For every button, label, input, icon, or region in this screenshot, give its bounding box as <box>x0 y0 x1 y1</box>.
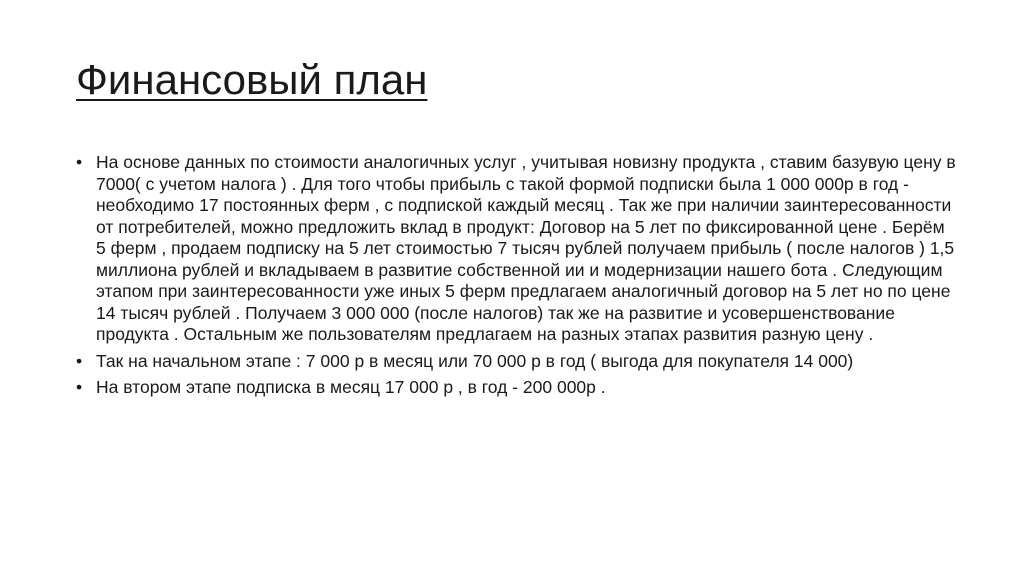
slide-title: Финансовый план <box>76 56 428 103</box>
bullet-icon: • <box>76 350 83 371</box>
bullet-text: На основе данных по стоимости аналогичных услуг , учитывая новизну продукта , ставим базувую цену в 7000( с учетом налога ) . Для того чтобы прибыль с такой формой подписки была 1 000 000р в год - необходимо 17 постоянных ферм , с подпиской каждый месяц . Так же при наличии заинтересованности от потребителей, можно предложить вклад в продукт: Договор на 5 лет по фиксированной цене . Берём 5 ферм , продаем подписку на 5 лет стоимостью 7 тысяч рублей получаем прибыль ( после налогов ) 1,5 миллиона рублей и вкладываем в развитие собственной ии и модернизации нашего бота . Следующим этапом при заинтересованности уже иных 5 ферм предлагаем аналогичный договор на 5 лет но по цене 14 тысяч рублей . Получаем 3 000 000 (после налогов) так же на развитие и усовершенствование продукта . Остальным же пользователям предлагаем на разных этапах развития разную цену . <box>96 152 956 344</box>
bullet-item-initial-stage <box>76 351 956 373</box>
bullet-text: На втором этапе подписка в месяц 17 000 р , в год - 200 000р . <box>96 377 606 397</box>
bullet-item-second-stage <box>76 377 956 399</box>
bullet-icon: • <box>76 152 83 172</box>
bullet-icon: • <box>76 377 83 397</box>
bullet-item-pricing-plan <box>76 152 956 346</box>
bullet-text: Так на начальном этапе : 7 000 р в месяц или 70 000 р в год ( выгода для покупателя 14 000) <box>96 350 854 371</box>
bullet-list <box>76 152 956 404</box>
